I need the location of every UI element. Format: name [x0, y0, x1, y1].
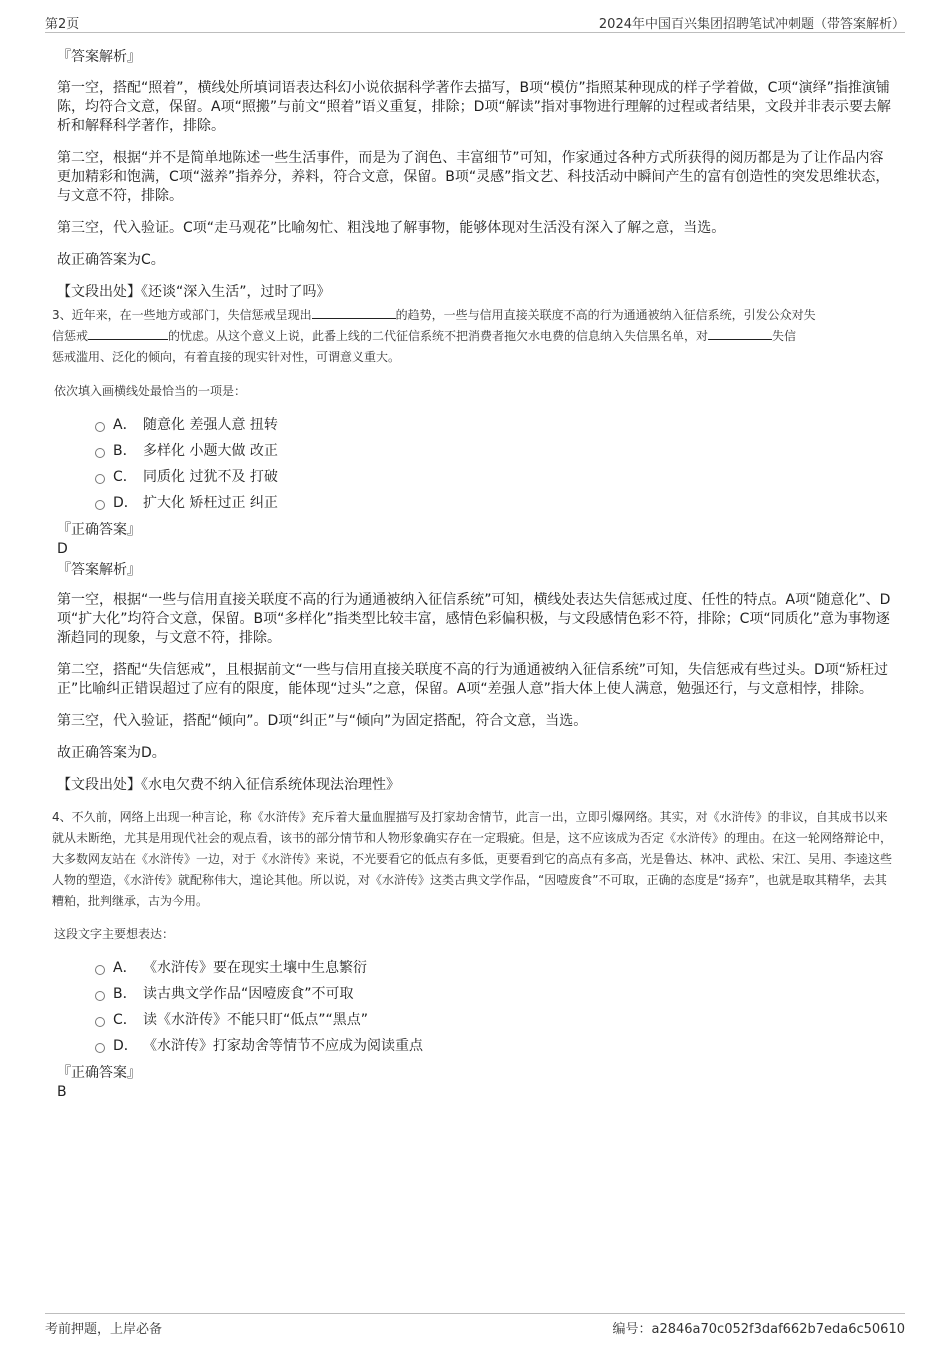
- correct-answer-label: 『正确答案』: [57, 1065, 141, 1081]
- fill-blank: [708, 327, 772, 340]
- footer-slogan: 考前押题，上岸必备: [45, 1322, 163, 1337]
- document-code: 编号：a2846a70c052f3daf662b7eda6c50610: [612, 1322, 905, 1337]
- option-c[interactable]: C． 同质化 过犹不及 打破: [95, 463, 892, 489]
- radio-icon[interactable]: [95, 500, 105, 510]
- option-d[interactable]: D． 扩大化 矫枉过正 纠正: [95, 489, 892, 515]
- radio-icon[interactable]: [95, 1043, 105, 1053]
- option-b[interactable]: B． 读古典文学作品“因噎废食”不可取: [95, 980, 892, 1006]
- radio-icon[interactable]: [95, 965, 105, 975]
- question-3-options: [95, 411, 892, 515]
- analysis-paragraph: 第三空，代入验证。C项“走马观花”比喻匆忙、粗浅地了解事物，能够体现对生活没有深入了解之意，当选。: [57, 220, 726, 236]
- fill-blank: [312, 306, 396, 319]
- radio-icon[interactable]: [95, 991, 105, 1001]
- page-footer: [45, 1313, 905, 1335]
- question-4-prompt: 这段文字主要想表达：: [54, 927, 175, 941]
- analysis-paragraph: 第三空，代入验证，搭配“倾向”。D项“纠正”与“倾向”为固定搭配，符合文意，当选。: [57, 713, 588, 729]
- question-4-stem: 4、不久前，网络上出现一种言论，称《水浒传》充斥着大量血腥描写及打家劫舍情节，此言一出，立即引爆网络。其实，对《水浒传》的非议，自其成书以来就从未断绝，尤其是用现代社会的观点看，该书的部分情节和人物形象确实存在一定瑕疵。但是，这不应该成为否定《水浒传》的理由。在这一轮网络辩论中，大多数网友站在《水浒传》一边，对于《水浒传》来说，不光要看它的低点有多低，更要看到它的高点有多高，光是鲁达、林冲、武松、宋江、吴用、李逵这些人物的塑造，《水浒传》就配称伟大，遑论其他。所以说，对《水浒传》这类古典文学作品，“因噎废食”不可取，正确的态度是“扬弃”，也就是取其精华，去其糟粕，批判继承，古为今用。: [52, 810, 893, 908]
- fill-blank: [88, 327, 168, 340]
- question-4-options: [95, 954, 892, 1058]
- option-a[interactable]: A． 随意化 差强人意 扭转: [95, 411, 892, 437]
- source-citation: 【文段出处】《水电欠费不纳入征信系统体现法治理性》: [57, 777, 400, 793]
- option-c[interactable]: C． 读《水浒传》不能只盯“低点”“黑点”: [95, 1006, 892, 1032]
- radio-icon[interactable]: [95, 474, 105, 484]
- radio-icon[interactable]: [95, 448, 105, 458]
- page-content: [52, 47, 893, 1101]
- analysis-conclusion: 故正确答案为D。: [57, 745, 166, 761]
- option-b[interactable]: B． 多样化 小题大做 改正: [95, 437, 892, 463]
- page-number: 第2页: [45, 17, 80, 32]
- question-3-stem: 3、近年来，在一些地方或部门，失信惩戒呈现出 的趋势，一些与信用直接关联度不高的行为通通被纳入征信系统，引发公众对失 信惩戒 的忧虑。从这个意义上说，此番上线的二代征信系统不把消费者拖欠水电费的信息纳入失信黑名单，对 失信 惩戒滥用、泛化的倾向，有着直接的现实针对性，可谓意义重大。: [52, 308, 816, 364]
- radio-icon[interactable]: [95, 422, 105, 432]
- correct-answer-label: 『正确答案』: [57, 522, 141, 538]
- analysis-conclusion: 故正确答案为C。: [57, 252, 165, 268]
- question-3-prompt: 依次填入画横线处最恰当的一项是：: [54, 384, 247, 398]
- analysis-paragraph: 第一空，根据“一些与信用直接关联度不高的行为通通被纳入征信系统”可知，横线处表达失信惩戒过度、任性的特点。A项“随意化”、D项“扩大化”均符合文意，保留。B项“多样化”指类型比较丰富，感情色彩偏积极，与文段感情色彩不符，排除；C项“同质化”意为事物逐渐趋同的现象，与文意不符，排除。: [57, 592, 891, 646]
- option-d[interactable]: D． 《水浒传》打家劫舍等情节不应成为阅读重点: [95, 1032, 892, 1058]
- correct-answer: D: [57, 541, 68, 557]
- analysis-paragraph: 第二空，根据“并不是简单地陈述一些生活事件，而是为了润色、丰富细节”可知，作家通过各种方式所获得的阅历都是为了让作品内容更加精彩和饱满，C项“滋养”指养分，养料，符合文意，保留。B项“灵感”指文艺、科技活动中瞬间产生的富有创造性的突发思维状态，与文意不符，排除。: [57, 150, 890, 204]
- source-citation: 【文段出处】《还谈“深入生活”，过时了吗》: [57, 284, 331, 300]
- correct-answer: B: [57, 1084, 67, 1100]
- analysis-paragraph: 第一空，搭配“照着”，横线处所填词语表达科幻小说依据科学著作去描写，B项“模仿”指照某种现成的样子学着做，C项“演绎”指推演铺陈，均符合文意，保留。A项“照搬”与前文“照着”语义重复，排除；D项“解读”指对事物进行理解的过程或者结果，文段并非表示要去解析和解释科学著作，排除。: [57, 80, 891, 134]
- option-a[interactable]: A． 《水浒传》要在现实土壤中生息繁衍: [95, 954, 892, 980]
- analysis-paragraph: 第二空，搭配“失信惩戒”，且根据前文“一些与信用直接关联度不高的行为通通被纳入征信系统”可知，失信惩戒有些过头。D项“矫枉过正”比喻纠正错误超过了应有的限度，能体现“过头”之意，保留。A项“差强人意”指大体上使人满意，勉强还行，与文意相悖，排除。: [57, 662, 889, 697]
- radio-icon[interactable]: [95, 1017, 105, 1027]
- answer-analysis-label: 『答案解析』: [57, 49, 141, 65]
- answer-analysis-label: 『答案解析』: [57, 562, 141, 578]
- document-title: 2024年中国百兴集团招聘笔试冲刺题（带答案解析）: [598, 17, 905, 32]
- page-header: [45, 13, 905, 33]
